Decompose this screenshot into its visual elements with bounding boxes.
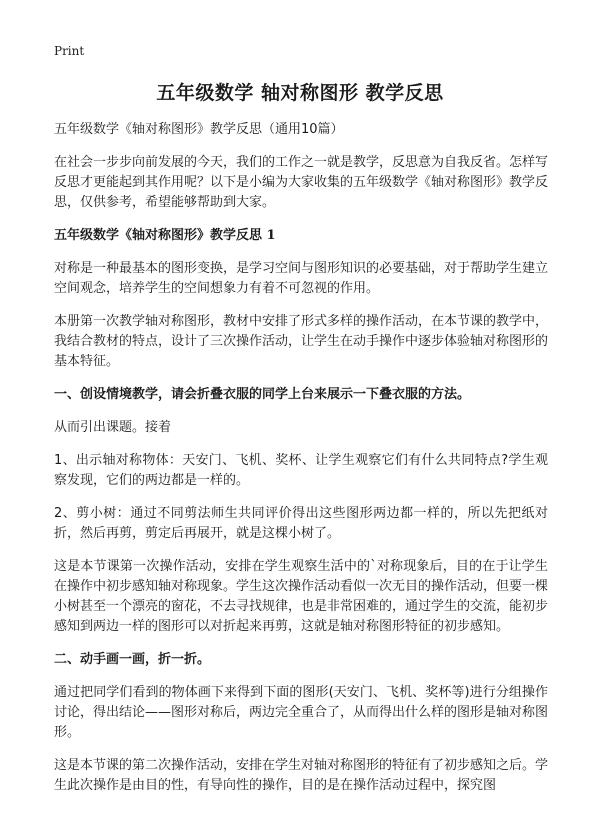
print-link[interactable]: Print <box>54 44 85 58</box>
paragraph: 通过把同学们看到的物体画下来得到下面的图形(天安门、飞机、奖杯等)进行分组操作讨论，得出结论——图形对称后，两边完全重合了，从而得出什么样的图形是轴对称图形。 <box>54 685 549 740</box>
paragraph: 本册第一次教学轴对称图形，教材中安排了形式多样的操作活动，在本节课的教学中，我结合教材的特点，设计了三次操作活动，让学生在动手操作中逐步体验轴对称图形的基本特征。 <box>54 314 549 369</box>
paragraph: 从而引出课题。接着 <box>54 420 172 435</box>
section-heading: 一、创设情境教学，请会折叠衣服的同学上台来展示一下叠衣服的方法。 <box>54 387 471 402</box>
paragraph: 这是本节课的第二次操作活动，安排在学生对轴对称图形的特征有了初步感知之后。学生此次操作是由目的性，有导向性的操作，目的是在操作活动过程中，探究图 <box>54 758 549 793</box>
paragraph: 2、剪小树：通过不同剪法师生共同评价得出这些图形两边都一样的，所以先把纸对折，然后再剪，剪定后再展开，就是这棵小树了。 <box>54 506 548 541</box>
paragraph: 这是本节课第一次操作活动，安排在学生观察生活中的`对称现象后，目的在于让学生在操作中初步感知轴对称现象。学生这次操作活动看似一次无目的操作活动，但要一棵小树甚至一个漂亮的窗花，不去寻找规律，也是非常困难的，通过学生的交流，能初步感知到两边一样的图形可以对折起来再剪，这就是轴对称图形特征的初步感知。 <box>54 559 549 634</box>
article-heading: 五年级数学《轴对称图形》教学反思 1 <box>54 228 276 243</box>
intro-paragraph: 在社会一步步向前发展的今天，我们的工作之一就是教学，反思意为自我反省。怎样写反思才更能起到其作用呢？以下是小编为大家收集的五年级数学《轴对称图形》教学反思，仅供参考，希望能够帮助到大家。 <box>54 155 549 210</box>
paragraph: 对称是一种最基本的图形变换，是学习空间与图形知识的必要基础，对于帮助学生建立空间观念，培养学生的空间想象力有着不可忽视的作用。 <box>54 261 549 296</box>
subtitle: 五年级数学《轴对称图形》教学反思（通用10篇） <box>54 122 344 137</box>
paragraph: 1、出示轴对称物体：天安门、飞机、奖杯、让学生观察它们有什么共同特点?学生观察发现，它们的两边都是一样的。 <box>54 453 548 488</box>
page-title: 五年级数学 轴对称图形 教学反思 <box>156 82 444 104</box>
section-heading: 二、动手画一画，折一折。 <box>54 652 211 667</box>
article-body <box>54 120 548 809</box>
